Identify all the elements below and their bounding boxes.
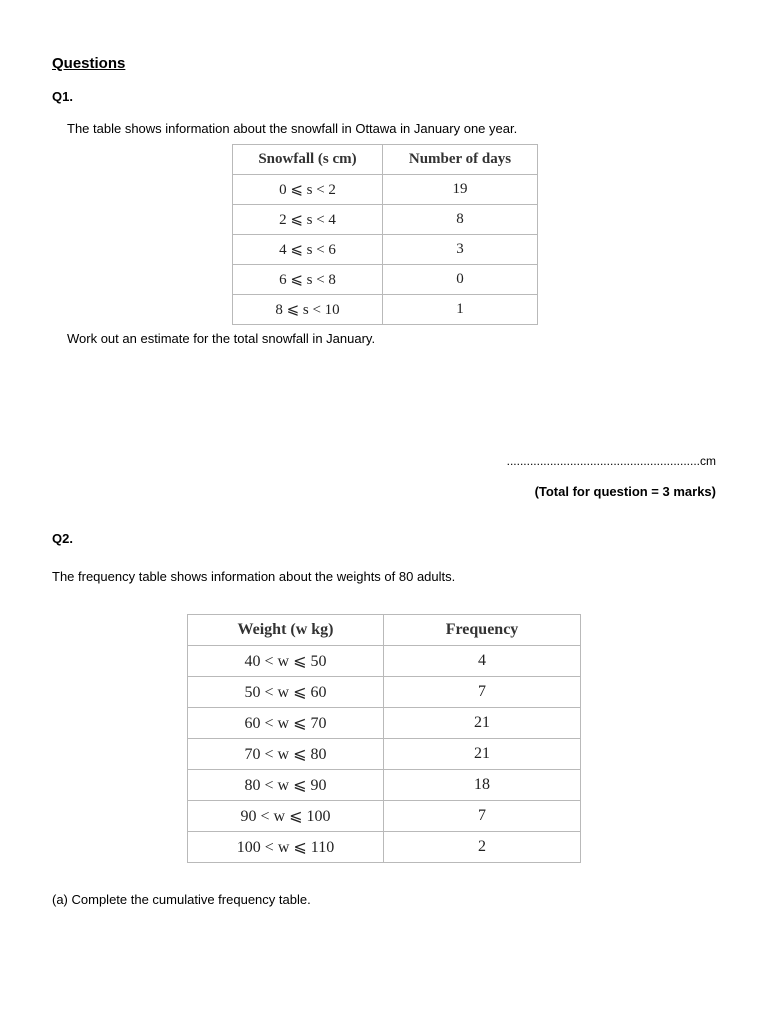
q1-interval-cell: 6 ⩽ s < 8	[233, 265, 383, 295]
q2-intro: The frequency table shows information about the weights of 80 adults.	[52, 569, 456, 584]
q2-interval-cell: 90 < w ⩽ 100	[188, 801, 384, 832]
table-row	[188, 708, 581, 739]
table-row	[233, 175, 538, 205]
q2-frequency-cell: 2	[384, 832, 581, 863]
q2-part-a: (a) Complete the cumulative frequency table.	[52, 892, 311, 907]
q1-days-cell: 19	[383, 175, 538, 205]
q1-answer-line[interactable]: ..........................................................cm	[506, 454, 716, 468]
table-row	[233, 295, 538, 325]
q2-interval-cell: 50 < w ⩽ 60	[188, 677, 384, 708]
q2-number: Q2.	[52, 531, 73, 546]
q1-intro: The table shows information about the snowfall in Ottawa in January one year.	[67, 121, 518, 136]
q2-header-weight: Weight (w kg)	[188, 615, 384, 646]
table-row	[188, 739, 581, 770]
q1-interval-cell: 2 ⩽ s < 4	[233, 205, 383, 235]
table-row	[233, 205, 538, 235]
q2-frequency-cell: 7	[384, 801, 581, 832]
q1-snowfall-table	[232, 144, 538, 325]
q1-header-snowfall: Snowfall (s cm)	[233, 145, 383, 175]
table-row	[188, 770, 581, 801]
q2-weight-table	[187, 614, 581, 863]
q2-frequency-cell: 18	[384, 770, 581, 801]
q1-prompt: Work out an estimate for the total snowfall in January.	[67, 331, 376, 346]
q1-header-days: Number of days	[383, 145, 538, 175]
q1-number: Q1.	[52, 89, 73, 104]
q1-interval-cell: 0 ⩽ s < 2	[233, 175, 383, 205]
q1-days-cell: 0	[383, 265, 538, 295]
q2-interval-cell: 80 < w ⩽ 90	[188, 770, 384, 801]
page-heading: Questions	[52, 55, 126, 72]
q2-frequency-cell: 4	[384, 646, 581, 677]
q1-days-cell: 8	[383, 205, 538, 235]
q1-days-cell: 3	[383, 235, 538, 265]
q2-frequency-cell: 21	[384, 739, 581, 770]
q2-header-frequency: Frequency	[384, 615, 581, 646]
q2-interval-cell: 60 < w ⩽ 70	[188, 708, 384, 739]
q2-interval-cell: 100 < w ⩽ 110	[188, 832, 384, 863]
table-row	[188, 832, 581, 863]
q1-total-marks: (Total for question = 3 marks)	[534, 484, 716, 499]
q2-interval-cell: 40 < w ⩽ 50	[188, 646, 384, 677]
table-row	[188, 646, 581, 677]
q1-interval-cell: 8 ⩽ s < 10	[233, 295, 383, 325]
q2-interval-cell: 70 < w ⩽ 80	[188, 739, 384, 770]
table-row	[233, 235, 538, 265]
table-row	[188, 677, 581, 708]
q1-days-cell: 1	[383, 295, 538, 325]
q2-frequency-cell: 7	[384, 677, 581, 708]
table-row	[233, 265, 538, 295]
q1-interval-cell: 4 ⩽ s < 6	[233, 235, 383, 265]
q2-frequency-cell: 21	[384, 708, 581, 739]
table-row	[188, 801, 581, 832]
